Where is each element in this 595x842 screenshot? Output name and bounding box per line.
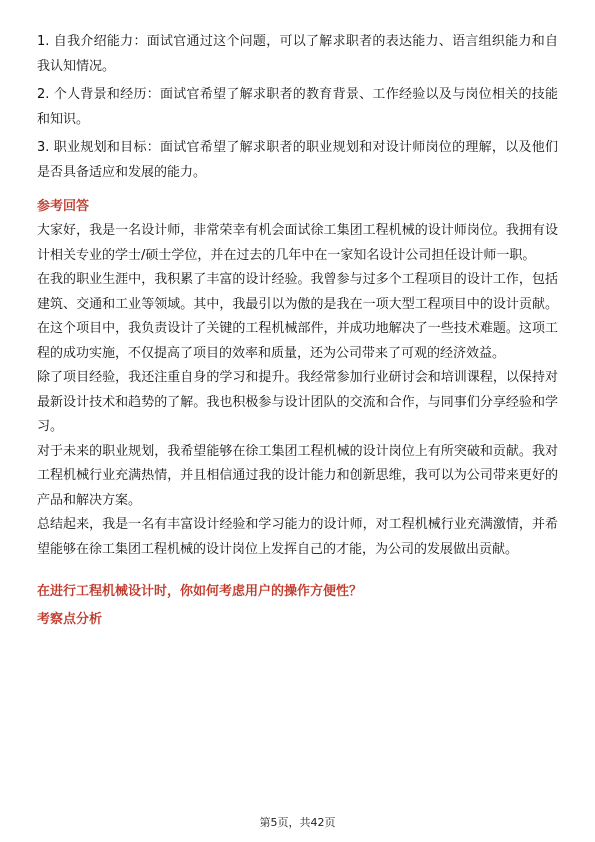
point-item: 2. 个人背景和经历：面试官希望了解求职者的教育背景、工作经验以及与岗位相关的技能和知识。 bbox=[37, 87, 558, 127]
answer-paragraph: 大家好，我是一名设计师，非常荣幸有机会面试徐工集团工程机械的设计师岗位。我拥有设计相关专业的学士/硕士学位，并在过去的几年中在一家知名设计公司担任设计师一职。 bbox=[37, 223, 558, 263]
question-heading: 在进行工程机械设计时，你如何考虑用户的操作方便性？ bbox=[37, 584, 363, 599]
answer-body bbox=[37, 219, 558, 562]
point-item: 1. 自我介绍能力：面试官通过这个问题，可以了解求职者的表达能力、语言组织能力和自我认知情况。 bbox=[37, 34, 558, 74]
answer-paragraph: 总结起来，我是一名有丰富设计经验和学习能力的设计师，对工程机械行业充满激情，并希望能够在徐工集团工程机械的设计岗位上发挥自己的才能，为公司的发展做出贡献。 bbox=[37, 517, 558, 557]
analysis-heading: 考察点分析 bbox=[37, 612, 103, 627]
answer-paragraph: 对于未来的职业规划，我希望能够在徐工集团工程机械的设计岗位上有所突破和贡献。我对工程机械行业充满热情，并且相信通过我的设计能力和创新思维，我可以为公司带来更好的产品和解决方案。 bbox=[37, 443, 558, 508]
page-number: 第5页，共42页 bbox=[259, 816, 336, 829]
evaluation-points bbox=[37, 30, 558, 185]
page-content bbox=[37, 30, 558, 632]
answer-paragraph: 除了项目经验，我还注重自身的学习和提升。我经常参加行业研讨会和培训课程，以保持对最新设计技术和趋势的了解。我也积极参与设计团队的交流和合作，与同事们分享经验和学习。 bbox=[37, 370, 558, 434]
reference-answer-heading: 参考回答 bbox=[37, 199, 90, 214]
point-item: 3. 职业规划和目标：面试官希望了解求职者的职业规划和对设计师岗位的理解，以及他们是否具备适应和发展的能力。 bbox=[37, 140, 558, 180]
answer-paragraph: 在我的职业生涯中，我积累了丰富的设计经验。我曾参与过多个工程项目的设计工作，包括建筑、交通和工业等领域。其中，我最引以为傲的是我在一项大型工程项目中的设计贡献。在这个项目中，我负责设计了关键的工程机械部件，并成功地解决了一些技术难题。这项工程的成功实施，不仅提高了项目的效率和质量，还为公司带来了可观的经济效益。 bbox=[37, 272, 558, 361]
